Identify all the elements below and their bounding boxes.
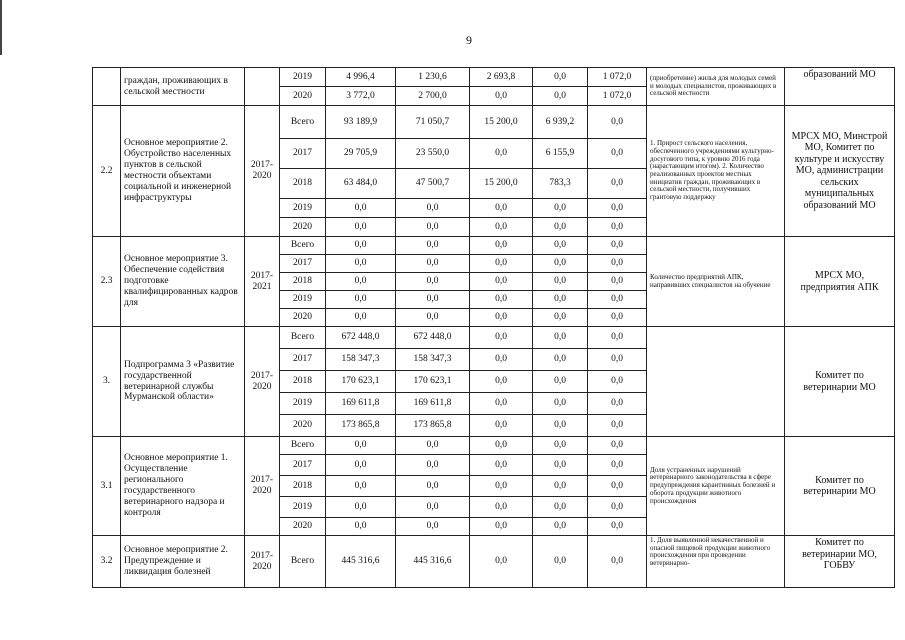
- value-cell: 173 865,8: [326, 415, 396, 437]
- value-cell: 15 200,0: [470, 169, 533, 199]
- year-cell: 2019: [280, 68, 326, 87]
- value-cell: 4 996,4: [326, 68, 396, 87]
- value-cell: 0,0: [533, 476, 588, 497]
- value-cell: 6 939,2: [533, 106, 588, 139]
- value-cell: 0,0: [470, 139, 533, 169]
- year-cell: Всего: [280, 237, 326, 255]
- value-cell: 0,0: [588, 455, 647, 476]
- year-cell: 2017: [280, 455, 326, 476]
- value-cell: 0,0: [588, 371, 647, 393]
- table-row: [93, 437, 895, 455]
- value-cell: 0,0: [588, 349, 647, 371]
- value-cell: 0,0: [533, 371, 588, 393]
- value-cell: 0,0: [533, 237, 588, 255]
- value-cell: 0,0: [533, 393, 588, 415]
- value-cell: 0,0: [396, 218, 470, 237]
- period: 2017-2020: [245, 106, 280, 237]
- value-cell: 0,0: [588, 106, 647, 139]
- year-cell: Всего: [280, 536, 326, 588]
- value-cell: 0,0: [533, 437, 588, 455]
- period: 2017-2020: [245, 536, 280, 588]
- value-cell: 169 611,8: [326, 393, 396, 415]
- period: [245, 68, 280, 106]
- value-cell: 0,0: [533, 518, 588, 536]
- value-cell: 0,0: [533, 327, 588, 349]
- year-cell: 2017: [280, 349, 326, 371]
- year-cell: 2020: [280, 218, 326, 237]
- value-cell: 0,0: [533, 291, 588, 309]
- value-cell: 0,0: [588, 327, 647, 349]
- indicator-text: [647, 327, 785, 437]
- value-cell: 93 189,9: [326, 106, 396, 139]
- value-cell: 0,0: [533, 273, 588, 291]
- value-cell: 0,0: [470, 518, 533, 536]
- value-cell: 29 705,9: [326, 139, 396, 169]
- year-cell: 2020: [280, 87, 326, 106]
- year-cell: Всего: [280, 327, 326, 349]
- period: 2017-2021: [245, 237, 280, 327]
- measure-name: Основное мероприятие 1. Осуществление регионального государственного ветеринарного надзора и контроля: [121, 437, 245, 536]
- indicator-text: (приобретение) жилья для молодых семей и молодых специалистов, проживающих в сельской местности: [647, 68, 785, 106]
- value-cell: 0,0: [470, 255, 533, 273]
- value-cell: 0,0: [533, 536, 588, 588]
- period: 2017-2020: [245, 327, 280, 437]
- value-cell: 0,0: [588, 476, 647, 497]
- table-row: [93, 237, 895, 255]
- executor: образований МО: [785, 68, 895, 106]
- value-cell: 170 623,1: [396, 371, 470, 393]
- year-cell: 2020: [280, 518, 326, 536]
- value-cell: 672 448,0: [326, 327, 396, 349]
- page-number: 9: [466, 33, 472, 47]
- value-cell: 0,0: [470, 218, 533, 237]
- indicator-text: 1. Прирост сельского населения, обеспеченного учреждениями культурно-досугового типа, к уровню 2016 года (нарастающим итогом). 2. Количество реализованных проектов местных инициатив граждан, проживающих в сельской местности, получивших грантовую поддержку: [647, 106, 785, 237]
- value-cell: 0,0: [326, 309, 396, 327]
- value-cell: 0,0: [588, 139, 647, 169]
- value-cell: 47 500,7: [396, 169, 470, 199]
- value-cell: 0,0: [588, 291, 647, 309]
- budget-table: [92, 67, 895, 588]
- value-cell: 0,0: [396, 476, 470, 497]
- scan-edge-mark: [0, 0, 2, 55]
- executor: Комитет по ветеринарии МО, ГОБВУ: [785, 536, 895, 588]
- year-cell: 2020: [280, 309, 326, 327]
- year-cell: 2019: [280, 393, 326, 415]
- table-body: [93, 68, 895, 588]
- value-cell: 0,0: [533, 455, 588, 476]
- value-cell: 0,0: [396, 518, 470, 536]
- value-cell: 3 772,0: [326, 87, 396, 106]
- value-cell: 15 200,0: [470, 106, 533, 139]
- measure-name: Подпрограмма 3 «Развитие государственной ветеринарной службы Мурманской области»: [121, 327, 245, 437]
- indicator-text: Количество предприятий АПК, направивших специалистов на обучение: [647, 237, 785, 327]
- value-cell: 0,0: [533, 415, 588, 437]
- value-cell: 0,0: [470, 327, 533, 349]
- value-cell: 170 623,1: [326, 371, 396, 393]
- value-cell: 0,0: [396, 237, 470, 255]
- value-cell: 2 700,0: [396, 87, 470, 106]
- value-cell: 0,0: [326, 199, 396, 218]
- measure-name: Основное мероприятие 2. Предупреждение и ликвидация болезней: [121, 536, 245, 588]
- value-cell: 445 316,6: [326, 536, 396, 588]
- value-cell: 2 693,8: [470, 68, 533, 87]
- value-cell: 0,0: [396, 291, 470, 309]
- period: 2017-2020: [245, 437, 280, 536]
- value-cell: 0,0: [470, 393, 533, 415]
- year-cell: 2018: [280, 371, 326, 393]
- value-cell: 0,0: [588, 415, 647, 437]
- measure-name: граждан, проживающих в сельской местности: [121, 68, 245, 106]
- value-cell: 71 050,7: [396, 106, 470, 139]
- value-cell: 0,0: [470, 536, 533, 588]
- executor: МРСХ МО, предприятия АПК: [785, 237, 895, 327]
- value-cell: 0,0: [396, 255, 470, 273]
- executor: Комитет по ветеринарии МО: [785, 437, 895, 536]
- value-cell: 0,0: [470, 371, 533, 393]
- value-cell: 0,0: [588, 218, 647, 237]
- value-cell: 0,0: [588, 437, 647, 455]
- measure-name: Основное мероприятие 3. Обеспечение содействия подготовке квалифицированных кадров для: [121, 237, 245, 327]
- value-cell: 0,0: [326, 291, 396, 309]
- executor: Комитет по ветеринарии МО: [785, 327, 895, 437]
- value-cell: 0,0: [326, 497, 396, 518]
- value-cell: 1 072,0: [588, 87, 647, 106]
- value-cell: 0,0: [470, 309, 533, 327]
- value-cell: 0,0: [588, 199, 647, 218]
- value-cell: 0,0: [396, 199, 470, 218]
- value-cell: 0,0: [533, 349, 588, 371]
- value-cell: 0,0: [396, 455, 470, 476]
- value-cell: 0,0: [588, 497, 647, 518]
- year-cell: 2019: [280, 199, 326, 218]
- value-cell: 0,0: [588, 393, 647, 415]
- value-cell: 0,0: [396, 273, 470, 291]
- year-cell: Всего: [280, 437, 326, 455]
- value-cell: 783,3: [533, 169, 588, 199]
- value-cell: 0,0: [470, 415, 533, 437]
- value-cell: 0,0: [326, 237, 396, 255]
- value-cell: 445 316,6: [396, 536, 470, 588]
- row-number: 3.1: [93, 437, 121, 536]
- value-cell: 0,0: [326, 218, 396, 237]
- value-cell: 0,0: [533, 255, 588, 273]
- row-number: 3.: [93, 327, 121, 437]
- value-cell: 6 155,9: [533, 139, 588, 169]
- value-cell: 0,0: [470, 476, 533, 497]
- value-cell: 0,0: [533, 87, 588, 106]
- value-cell: 0,0: [470, 87, 533, 106]
- row-number: 2.2: [93, 106, 121, 237]
- table-row: [93, 327, 895, 349]
- value-cell: 63 484,0: [326, 169, 396, 199]
- value-cell: 0,0: [533, 199, 588, 218]
- measure-name: Основное мероприятие 2. Обустройство населенных пунктов в сельской местности объектами социальной и инженерной инфраструктуры: [121, 106, 245, 237]
- value-cell: 0,0: [396, 437, 470, 455]
- value-cell: 0,0: [533, 497, 588, 518]
- year-cell: Всего: [280, 106, 326, 139]
- indicator-text: 1. Доля выявленной некачественной и опасной пищевой продукции животного происхождения при проведении ветеринарно-: [647, 536, 785, 588]
- value-cell: 0,0: [588, 237, 647, 255]
- value-cell: 672 448,0: [396, 327, 470, 349]
- value-cell: 0,0: [588, 255, 647, 273]
- value-cell: 23 550,0: [396, 139, 470, 169]
- value-cell: 0,0: [470, 237, 533, 255]
- year-cell: 2017: [280, 255, 326, 273]
- value-cell: 0,0: [470, 349, 533, 371]
- value-cell: 158 347,3: [326, 349, 396, 371]
- year-cell: 2017: [280, 139, 326, 169]
- executor: МРСХ МО, Минстрой МО, Комитет по культуре и искусству МО, администрации сельских муниципальных образований МО: [785, 106, 895, 237]
- value-cell: 0,0: [396, 309, 470, 327]
- value-cell: 0,0: [470, 437, 533, 455]
- year-cell: 2019: [280, 291, 326, 309]
- row-number: [93, 68, 121, 106]
- value-cell: 0,0: [470, 455, 533, 476]
- value-cell: 0,0: [533, 309, 588, 327]
- year-cell: 2018: [280, 476, 326, 497]
- value-cell: 1 072,0: [588, 68, 647, 87]
- value-cell: 1 230,6: [396, 68, 470, 87]
- value-cell: 0,0: [326, 437, 396, 455]
- value-cell: 0,0: [326, 273, 396, 291]
- value-cell: 0,0: [533, 218, 588, 237]
- value-cell: 0,0: [588, 536, 647, 588]
- value-cell: 0,0: [533, 68, 588, 87]
- table-row: [93, 536, 895, 588]
- value-cell: 173 865,8: [396, 415, 470, 437]
- row-number: 3.2: [93, 536, 121, 588]
- row-number: 2.3: [93, 237, 121, 327]
- value-cell: 0,0: [326, 255, 396, 273]
- year-cell: 2018: [280, 273, 326, 291]
- indicator-text: Доля устраненных нарушений ветеринарного законодательства в сфере предупреждения карантинных болезней и оборота продукции животного происхождения: [647, 437, 785, 536]
- value-cell: 0,0: [326, 518, 396, 536]
- value-cell: 0,0: [588, 273, 647, 291]
- value-cell: 0,0: [588, 309, 647, 327]
- year-cell: 2018: [280, 169, 326, 199]
- table-row: [93, 106, 895, 139]
- value-cell: 0,0: [470, 273, 533, 291]
- value-cell: 0,0: [326, 476, 396, 497]
- year-cell: 2019: [280, 497, 326, 518]
- value-cell: 0,0: [470, 497, 533, 518]
- value-cell: 0,0: [470, 199, 533, 218]
- year-cell: 2020: [280, 415, 326, 437]
- value-cell: 158 347,3: [396, 349, 470, 371]
- table-row: [93, 68, 895, 87]
- value-cell: 0,0: [588, 169, 647, 199]
- value-cell: 169 611,8: [396, 393, 470, 415]
- value-cell: 0,0: [396, 497, 470, 518]
- value-cell: 0,0: [470, 291, 533, 309]
- value-cell: 0,0: [588, 518, 647, 536]
- value-cell: 0,0: [326, 455, 396, 476]
